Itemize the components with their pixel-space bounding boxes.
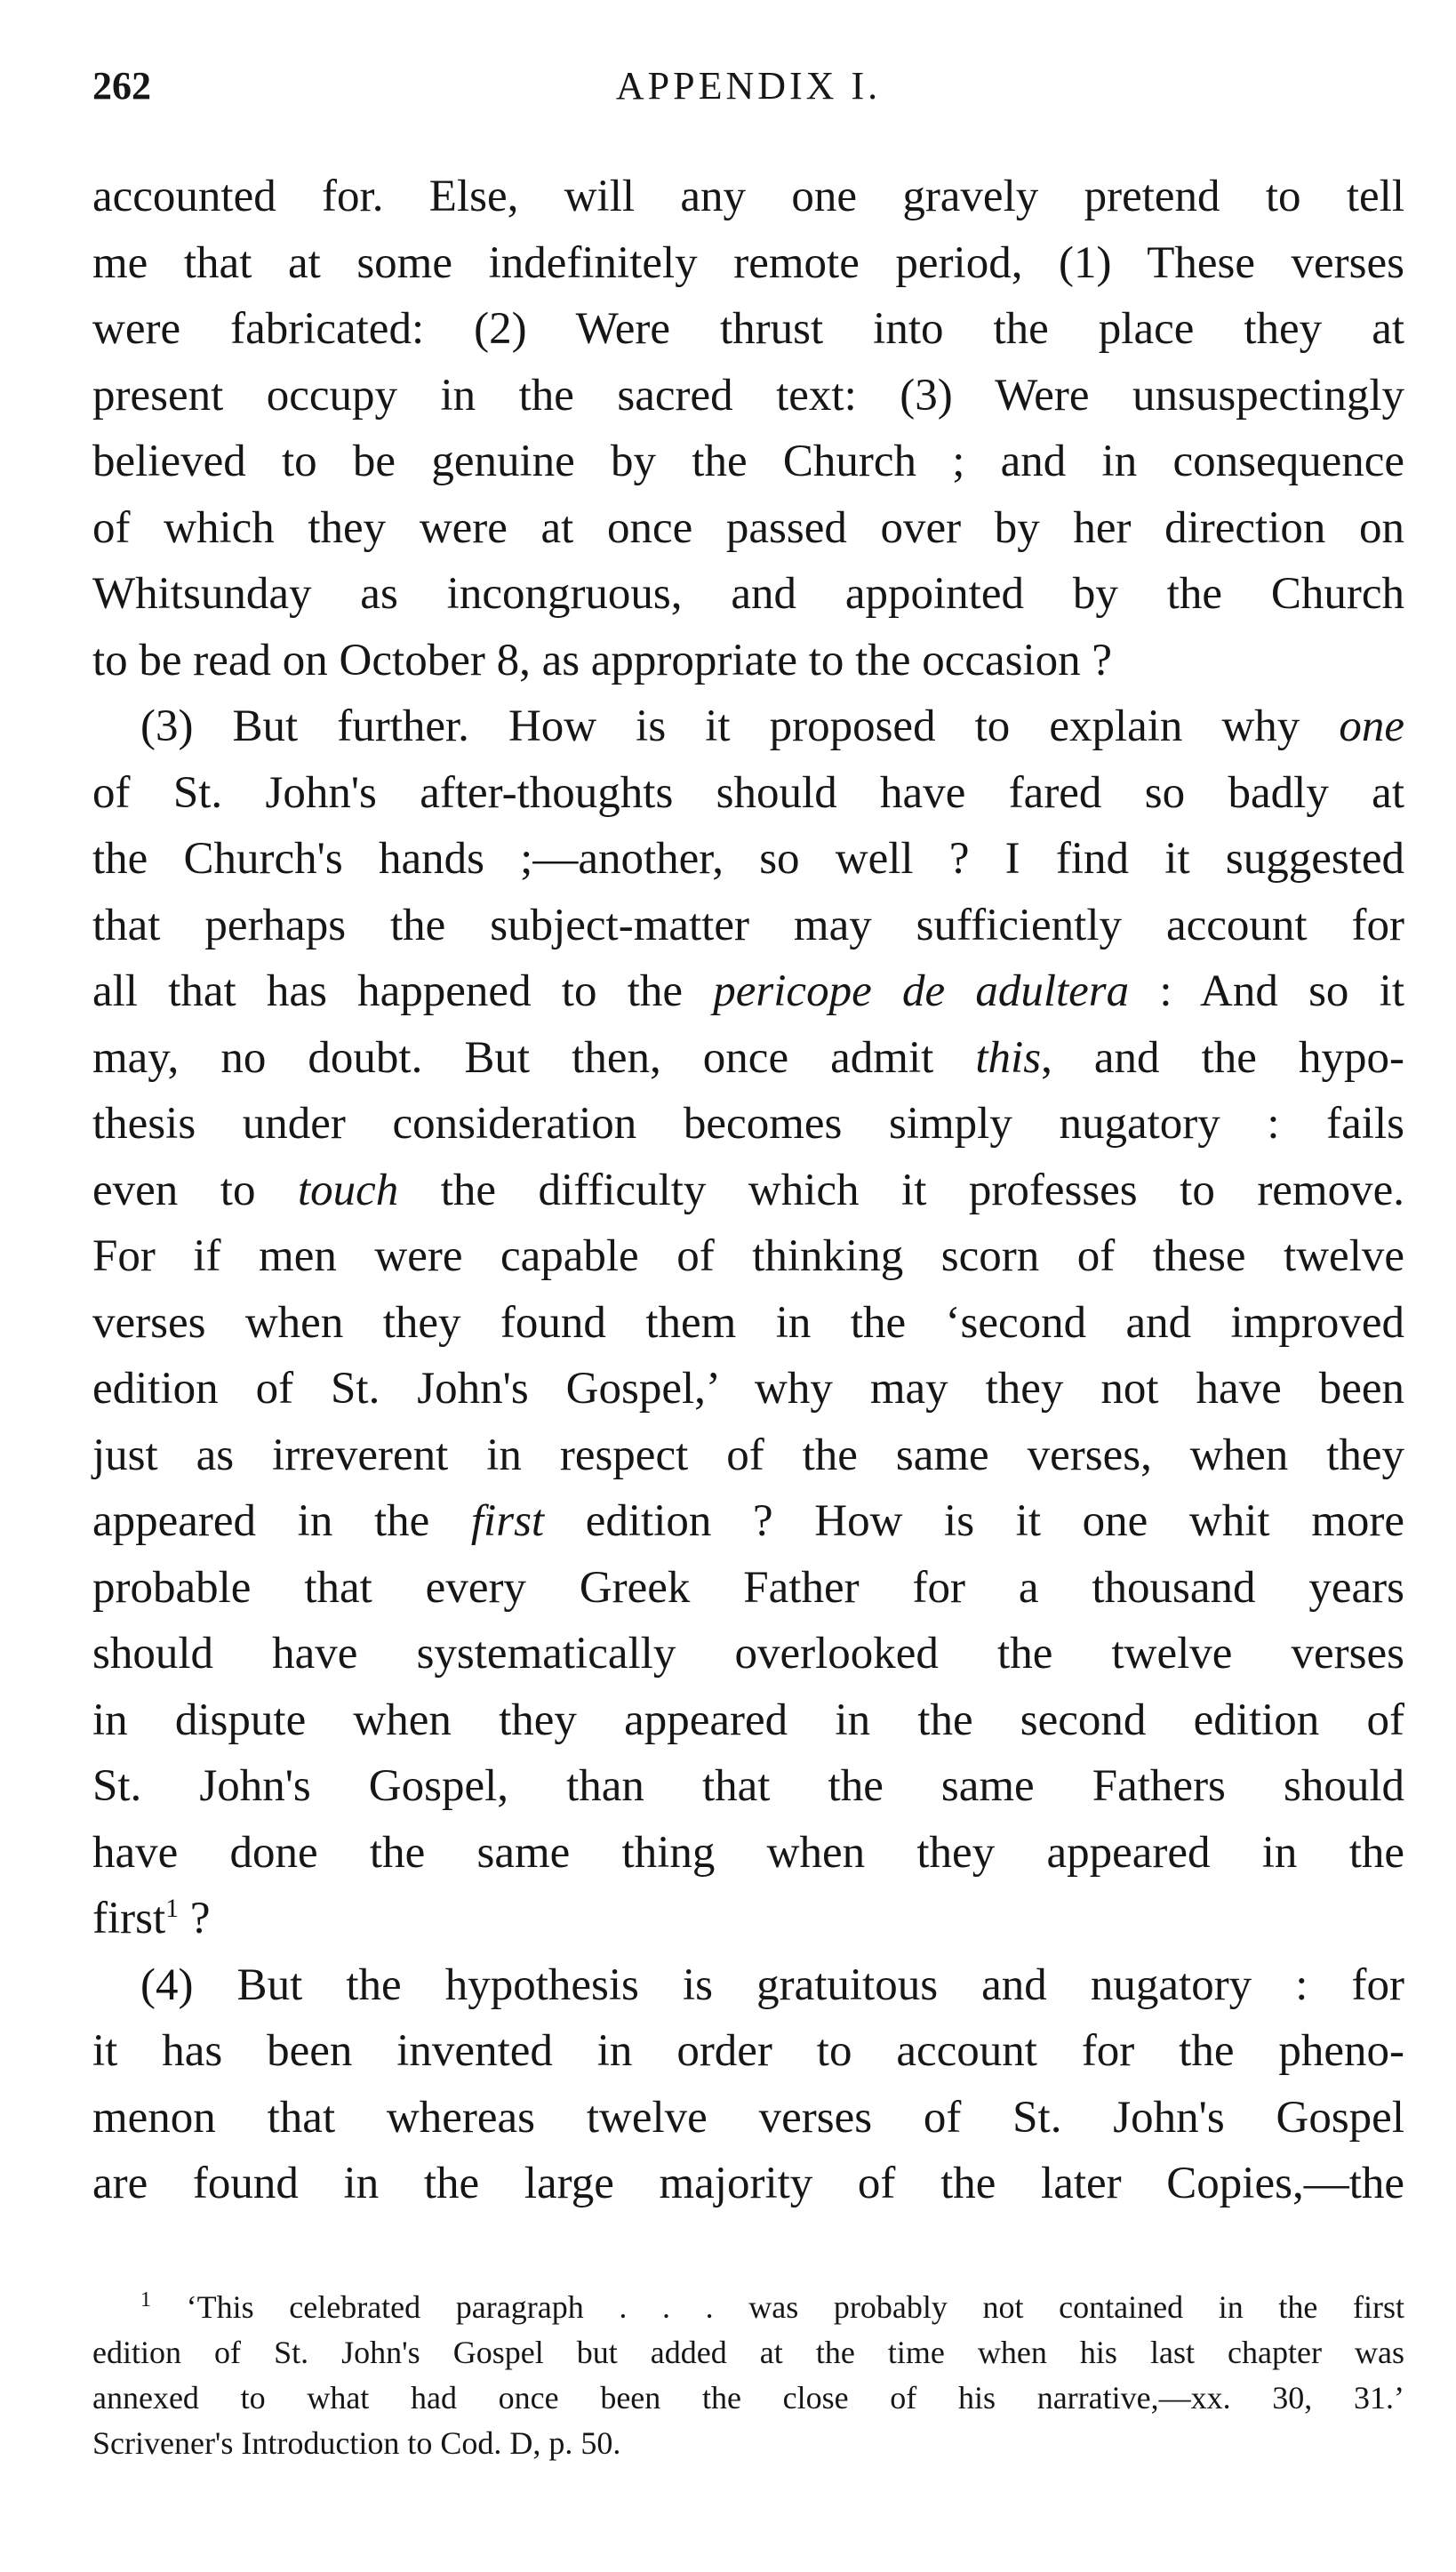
page [92, 55, 1404, 2217]
emphasis: touch [297, 1165, 399, 1215]
text-line: accounted for. Else, will any one gravely pretend to tell [92, 172, 1404, 221]
footnote-line: $^1$ ‘This celebrated paragraph . . . was probably not contained in the first [140, 2288, 1404, 2325]
running-head [92, 55, 1404, 117]
text-line: that perhaps the subject-matter may sufficiently account for [92, 900, 1404, 950]
emphasis: this [975, 1032, 1042, 1083]
text-line: it has been invented in order to account for the pheno- [92, 2026, 1404, 2076]
text-line: the Church's hands ;—another, so well ? I find it suggested [92, 834, 1404, 884]
text-line: believed to be genuine by the Church ; and in consequence [92, 437, 1404, 486]
text-line: have done the same thing when they appeared in the [92, 1827, 1404, 1878]
text-line: of St. John's after-thoughts should have fared so badly at [92, 767, 1404, 818]
emphasis: first [470, 1496, 545, 1546]
footnote-line: Scrivener's Introduction to Cod. D, p. 50. [92, 2425, 621, 2461]
footnote [92, 2285, 1404, 2466]
text-line: For if men were capable of thinking scorn of these twelve [92, 1231, 1404, 1281]
text-line: just as irreverent in respect of the same verses, when they [92, 1430, 1404, 1480]
text-line: edition of St. John's Gospel,’ why may they not have been [92, 1364, 1404, 1414]
footnote-line: edition of St. John's Gospel but added at the time when his last chapter was [92, 2335, 1404, 2370]
emphasis: one [1339, 701, 1404, 751]
text-line: first$^1$ ? [92, 1894, 211, 1943]
paragraph-3 [92, 693, 1404, 1952]
text-line: verses when they found them in the ‘second and improved [92, 1297, 1404, 1348]
text-line: Whitsunday as incongruous, and appointed by the Church [92, 569, 1404, 619]
text-line: were fabricated: (2) Were thrust into the place they at [92, 304, 1404, 354]
text-line: present occupy in the sacred text: (3) Were unsuspectingly [92, 370, 1404, 421]
text-line: in dispute when they appeared in the second edition of [92, 1695, 1404, 1745]
text-line: of which they were at once passed over by her direction on [92, 502, 1404, 553]
emphasis: pericope de adultera [713, 966, 1130, 1016]
text-line: appeared in the first edition ? How is it one whit more [92, 1496, 1404, 1546]
text-line: probable that every Greek Father for a thousand years [92, 1562, 1404, 1613]
text-line: menon that whereas twelve verses of St. John's Gospel [92, 2092, 1404, 2143]
footnote-marker: 1 [140, 2288, 151, 2312]
text-line: are found in the large majority of the later Copies,—the [92, 2159, 1404, 2208]
body-text [92, 164, 1404, 2217]
text-line: St. John's Gospel, than that the same Fathers should [92, 1761, 1404, 1811]
text-line: should have systematically overlooked the twelve verses [92, 1629, 1404, 1679]
text-line: (3) But further. How is it proposed to explain why one [140, 701, 1404, 751]
footnote-reference[interactable]: 1 [165, 1894, 180, 1923]
page-number: 262 [92, 64, 151, 108]
running-title: APPENDIX I. [615, 64, 882, 108]
footnote-line: annexed to what had once been the close of his narrative,—xx. 30, 31.’ [92, 2380, 1404, 2416]
text-line: may, no doubt. But then, once admit this, and the hypo- [92, 1032, 1404, 1083]
text-line: me that at some indefinitely remote period, (1) These verses [92, 237, 1404, 288]
paragraph-continuation [92, 164, 1404, 693]
paragraph-4 [92, 1952, 1404, 2217]
text-line: thesis under consideration becomes simply nugatory : fails [92, 1099, 1404, 1149]
text-line: (4) But the hypothesis is gratuitous and nugatory : for [140, 1959, 1404, 2010]
text-line: even to touch the difficulty which it professes to remove. [92, 1165, 1404, 1215]
text-line: to be read on October 8, as appropriate to the occasion ? [92, 635, 1113, 685]
text-line: all that has happened to the pericope de adultera : And so it [92, 966, 1404, 1016]
